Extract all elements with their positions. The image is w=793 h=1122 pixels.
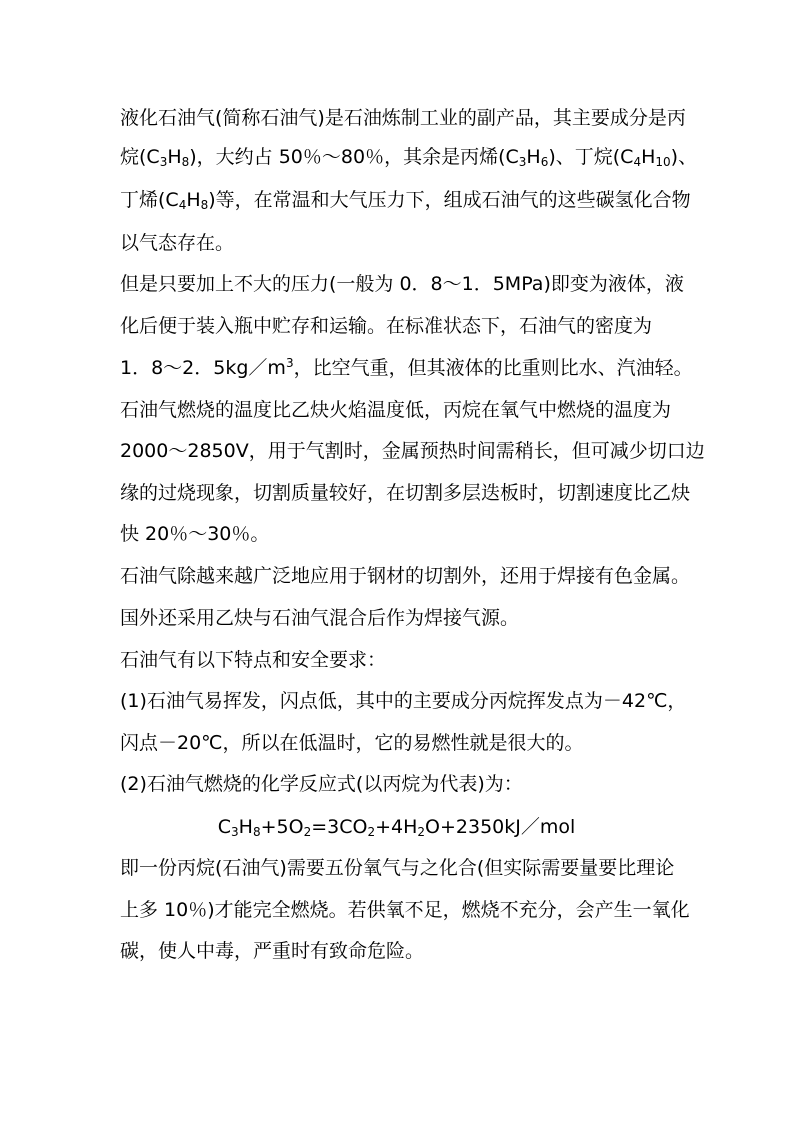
welding-line-1: 石油气除越来越广泛地应用于钢材的切割外，还用于焊接有色金属。 — [120, 565, 691, 587]
conclusion-line-2: 上多 10％)才能完全燃烧。若供氧不足，燃烧不充分，会产生一氧化 — [120, 899, 690, 921]
point-2-line-1: (2)石油气燃烧的化学反应式(以丙烷为代表)为： — [120, 773, 523, 795]
combustion-line-2: 2000～2850V，用于气割时，金属预热时间需稍长，但可减少切口边 — [120, 440, 705, 462]
intro-line-4: 以气态存在。 — [120, 232, 235, 254]
combustion-line-1: 石油气燃烧的温度比乙炔火焰温度低，丙烷在氧气中燃烧的温度为 — [120, 399, 672, 421]
pressure-line-3: 1．8～2．$5kg/m^3$，比空气重，但其液体的比重则比水、汽油轻。 — [120, 356, 693, 379]
point-1-line-1: (1)石油气易挥发，闪点低，其中的主要成分丙烷挥发点为－42℃， — [120, 690, 687, 712]
conclusion-line-1: 即一份丙烷(石油气)需要五份氧气与之化合(但实际需要量要比理论 — [120, 857, 675, 879]
features-heading: 石油气有以下特点和安全要求： — [120, 649, 387, 671]
intro-line-1: 液化石油气(简称石油气)是石油炼制工业的副产品，其主要成分是丙 — [120, 107, 686, 129]
conclusion-line-3: 碳，使人中毒，严重时有致命危险。 — [120, 940, 425, 962]
welding-line-2: 国外还采用乙炔与石油气混合后作为焊接气源。 — [120, 607, 520, 629]
combustion-line-3: 缘的过烧现象，切割质量较好，在切割多层迭板时，切割速度比乙炔 — [120, 482, 691, 504]
pressure-line-1: 但是只要加上不大的压力(一般为 0．8～1．5MPa)即变为液体，液 — [120, 273, 684, 295]
intro-line-2: 烷$(C_3H_8)$，大约占 50％～80％，其余是丙烯$(C_3H_6)$、丁烷$(C_4H_{10})$、 — [120, 146, 698, 169]
chemical-equation: $C_3H_8+5O_2=3CO_2+4H_2O+2350kJ/mol$ — [217, 816, 576, 839]
combustion-line-4: 快 20％～30％。 — [120, 523, 270, 545]
pressure-line-2: 化后便于装入瓶中贮存和运输。在标准状态下，石油气的密度为 — [120, 315, 653, 337]
point-1-line-2: 闪点－20℃，所以在低温时，它的易燃性就是很大的。 — [120, 732, 584, 754]
intro-line-3: 丁烯$(C_4H_8)$等，在常温和大气压力下，组成石油气的这些碳氢化合物 — [120, 189, 691, 212]
